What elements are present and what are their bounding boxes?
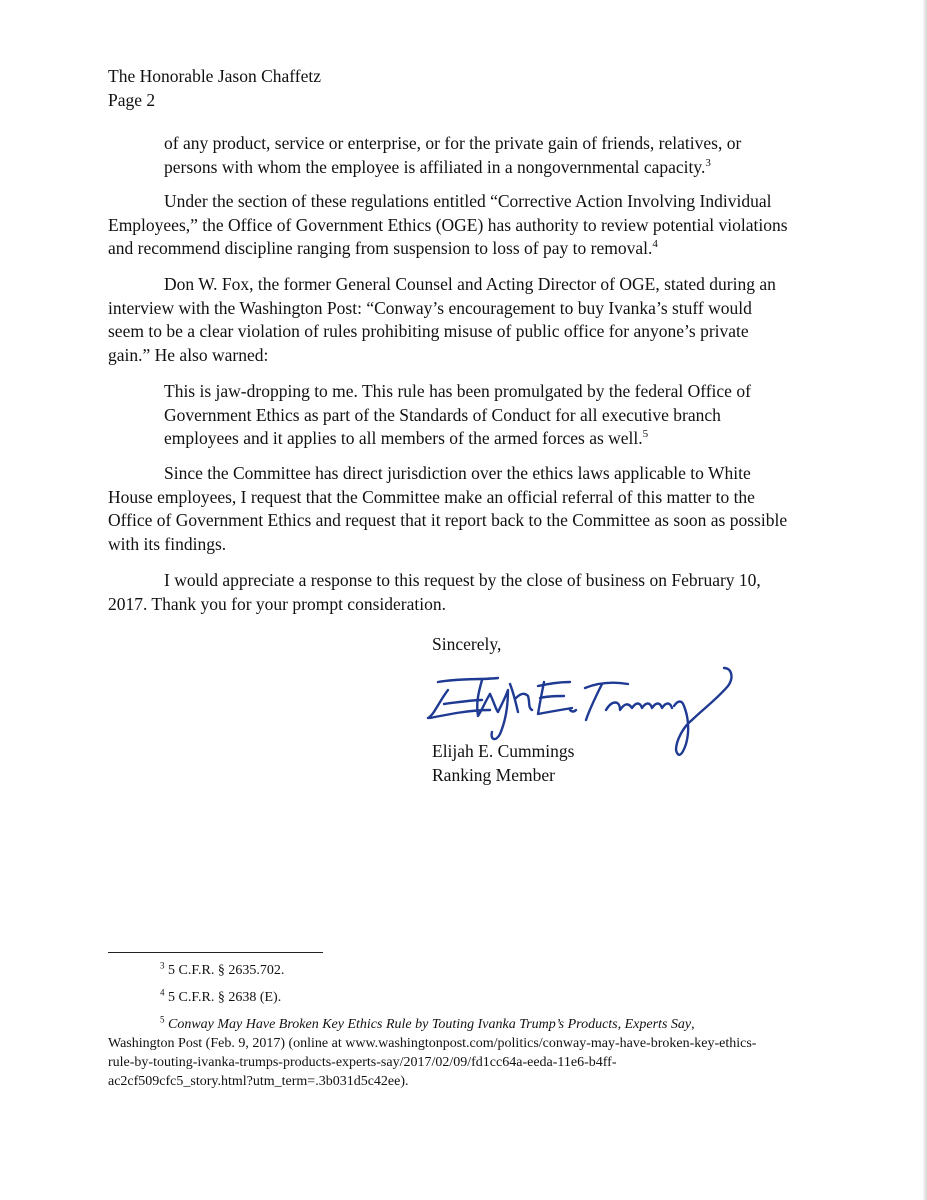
footnote-line: rule-by-touting-ivanka-trumps-products-experts-say/2017/02/09/fd1cc64a-eeda-11e6-b4ff- — [108, 1055, 617, 1070]
text-line: House employees, I request that the Committee make an official referral of this matter to the — [108, 486, 755, 507]
paragraph-response-deadline — [108, 569, 820, 616]
footnote-number: 5 — [160, 1014, 165, 1025]
text-line: Under the section of these regulations entitled “Corrective Action Involving Individual — [164, 191, 772, 211]
footnote-line: Washington Post (Feb. 9, 2017) (online at www.washingtonpost.com/politics/conway-may-have-broken-key-ethics- — [108, 1036, 757, 1051]
footnote-ref-3: 3 — [705, 156, 711, 169]
footnote-line — [160, 961, 880, 980]
paragraph-continuation — [108, 132, 876, 179]
text-line: Employees,” the Office of Government Ethics (OGE) has authority to review potential violations — [108, 214, 788, 235]
text-line-content: and recommend discipline ranging from suspension to loss of pay to removal. — [108, 238, 653, 258]
page-edge-shadow — [923, 0, 927, 1200]
footnote-line — [160, 988, 880, 1007]
footnote-text: 5 C.F.R. § 2635.702. — [168, 963, 285, 978]
text-line: Office of Government Ethics and request that it report back to the Committee as soon as possible — [108, 510, 788, 530]
footnote-number: 3 — [160, 960, 165, 971]
text-line: interview with the Washington Post: “Conway’s encouragement to buy Ivanka’s stuff would — [108, 297, 752, 318]
text-line-content: persons with whom the employee is affiliated in a nongovernmental capacity. — [164, 156, 706, 177]
text-line — [108, 237, 820, 261]
footnote-number: 4 — [160, 987, 165, 998]
paragraph-referral-request — [108, 462, 820, 556]
closing-salutation: Sincerely, — [432, 634, 502, 654]
footnote-text: 5 C.F.R. § 2638 (E). — [168, 990, 282, 1005]
footnote-divider — [108, 952, 323, 953]
footnote-5 — [108, 1015, 828, 1091]
footnote-line — [108, 1015, 828, 1034]
quote-line: This is jaw-dropping to me. This rule has been promulgated by the federal Office of — [164, 381, 751, 401]
footnote-line: ac2cf509cfc5_story.html?utm_term=.3b031d5c42ee). — [108, 1074, 409, 1089]
signer-name: Elijah E. Cummings — [432, 741, 575, 761]
text-line: of any product, service or enterprise, or for the private gain of friends, relatives, or — [164, 133, 742, 153]
text-line — [164, 156, 876, 180]
quote-line — [164, 427, 824, 451]
paragraph-don-fox — [108, 273, 820, 367]
article-title: Conway May Have Broken Key Ethics Rule by Touting Ivanka Trump’s Products, Experts Say — [168, 1017, 692, 1032]
article-title-suffix: , — [691, 1017, 695, 1032]
addressee-line: The Honorable Jason Chaffetz — [108, 66, 322, 86]
footnote-3 — [108, 961, 880, 980]
text-line: Don W. Fox, the former General Counsel and Acting Director of OGE, stated during an — [164, 274, 776, 294]
page-number-line: Page 2 — [108, 89, 156, 110]
quote-line: Government Ethics as part of the Standards of Conduct for all executive branch — [164, 404, 721, 425]
footnote-ref-4: 4 — [652, 238, 658, 251]
block-quote — [164, 380, 824, 451]
text-line: seem to be a clear violation of rules prohibiting misuse of public office for anyone’s private — [108, 321, 749, 341]
text-line: gain.” He also warned: — [108, 344, 269, 365]
text-line: Since the Committee has direct jurisdiction over the ethics laws applicable to White — [164, 463, 751, 483]
paragraph-corrective-action — [108, 190, 820, 261]
quote-line-content: employees and it applies to all members of the armed forces as well. — [164, 428, 643, 448]
text-line: 2017. Thank you for your prompt consideration. — [108, 593, 446, 614]
letter-header — [108, 65, 321, 112]
text-line: with its findings. — [108, 533, 227, 554]
signer-title: Ranking Member — [432, 765, 555, 785]
text-line: I would appreciate a response to this request by the close of business on February 10, — [164, 570, 761, 590]
footnote-ref-5: 5 — [642, 428, 649, 441]
footnote-4 — [108, 988, 880, 1007]
